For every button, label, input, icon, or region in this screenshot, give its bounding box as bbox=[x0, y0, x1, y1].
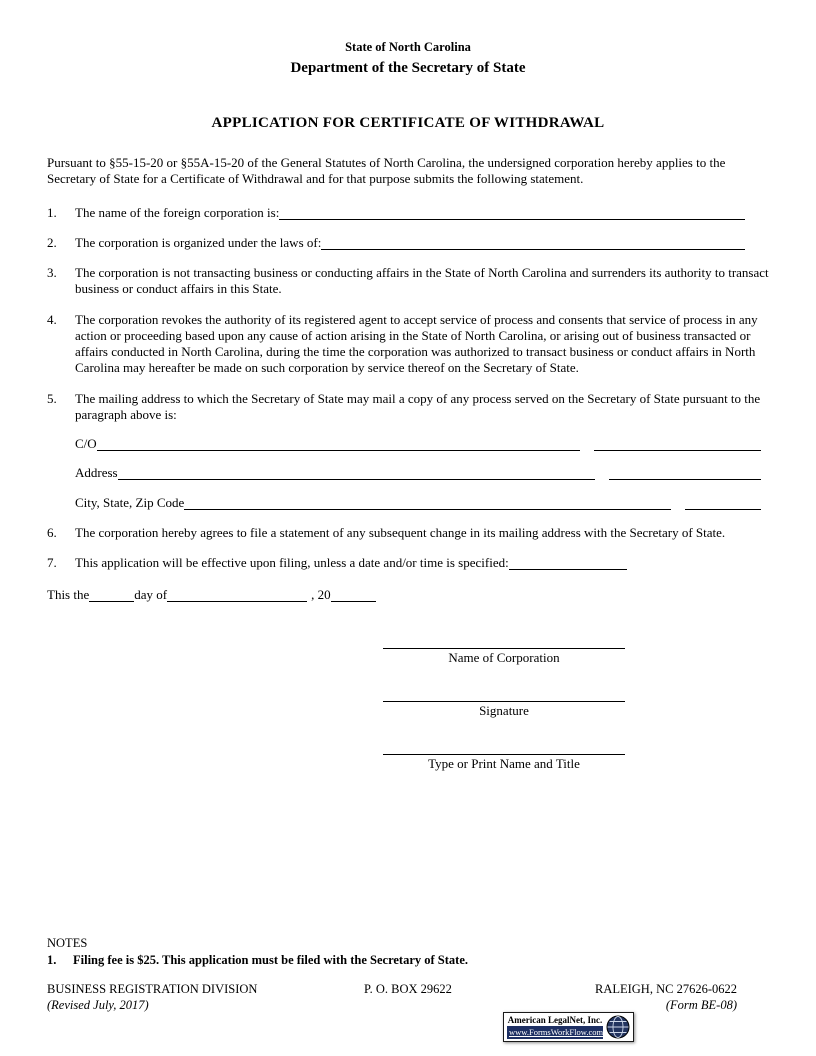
header-state-line: State of North Carolina bbox=[345, 40, 471, 54]
item-2 bbox=[47, 235, 769, 251]
document-header bbox=[47, 40, 769, 77]
address-field[interactable] bbox=[118, 468, 595, 480]
legalnet-badge-text bbox=[507, 1015, 603, 1039]
item-2-text: The corporation is organized under the laws of: bbox=[75, 234, 322, 250]
item-3-text: The corporation is not transacting business or conducting affairs in the State of North Carolina and surrenders its authority to transact business or conduct affairs in this State. bbox=[75, 265, 769, 297]
item-5-text: The mailing address to which the Secretary of State may mail a copy of any process served on the Secretary of State pursuant to the paragraph above is: bbox=[75, 390, 761, 422]
item-1-text: The name of the foreign corporation is: bbox=[75, 204, 280, 220]
signature-label: Signature bbox=[479, 702, 529, 718]
item-3-number: 3. bbox=[47, 265, 57, 281]
item-4-number: 4. bbox=[47, 311, 57, 327]
footer-po-box: P. O. BOX 29622 bbox=[364, 982, 452, 997]
address-label: Address bbox=[75, 465, 118, 481]
city-state-zip-field[interactable] bbox=[184, 498, 671, 510]
footer-form-number: (Form BE-08) bbox=[665, 997, 737, 1012]
execution-date-line bbox=[47, 587, 769, 603]
header-department-line: Department of the Secretary of State bbox=[290, 59, 526, 76]
item-7-number: 7. bbox=[47, 555, 57, 571]
item-4-text: The corporation revokes the authority of its registered agent to accept service of process and consents that service of process in any action or proceeding based upon any cause of action arising in the State of North Carolina, or arising out of business transacted or affairs conducted in North Carolina, during the time the corporation was authorized to transact business or conduct affairs in North Carolina may hereafter be made on such corporation by service thereof on the Secretary of State. bbox=[75, 311, 758, 376]
form-title: APPLICATION FOR CERTIFICATE OF WITHDRAWAL bbox=[211, 115, 605, 132]
address-field-2[interactable] bbox=[609, 468, 761, 480]
corporation-name-field[interactable] bbox=[279, 208, 745, 220]
item-7 bbox=[47, 555, 769, 571]
page-bottom-section bbox=[47, 936, 769, 1014]
footer-revised-date: (Revised July, 2017) bbox=[47, 997, 149, 1012]
signature-block bbox=[383, 634, 625, 773]
item-2-number: 2. bbox=[47, 234, 57, 250]
year-field[interactable] bbox=[331, 590, 376, 602]
signature-line[interactable] bbox=[383, 687, 625, 702]
formsworkflow-link[interactable]: www.FormsWorkFlow.com bbox=[509, 1027, 604, 1038]
note-1-text: Filing fee is $25. This application must be filed with the Secretary of State. bbox=[73, 952, 469, 967]
co-label: C/O bbox=[75, 436, 97, 452]
note-1 bbox=[47, 953, 769, 969]
footer-city-zip: RALEIGH, NC 27626-0622 bbox=[594, 982, 737, 997]
co-field[interactable] bbox=[97, 439, 580, 451]
city-state-zip-field-2[interactable] bbox=[685, 498, 761, 510]
day-of-label: day of bbox=[134, 587, 168, 603]
note-1-number: 1. bbox=[47, 952, 57, 967]
item-7-text: This application will be effective upon filing, unless a date and/or time is specified: bbox=[75, 555, 509, 571]
footer-address-row bbox=[47, 982, 769, 998]
year-prefix: , 20 bbox=[311, 587, 331, 603]
numbered-items bbox=[47, 205, 769, 572]
legalnet-badge bbox=[503, 1012, 634, 1042]
footer-division: BUSINESS REGISTRATION DIVISION bbox=[47, 982, 258, 997]
printed-name-line[interactable] bbox=[383, 740, 625, 755]
globe-icon bbox=[606, 1015, 630, 1039]
mailing-co-row bbox=[75, 436, 769, 452]
effective-date-field[interactable] bbox=[509, 558, 627, 570]
notes-heading: NOTES bbox=[47, 936, 88, 950]
intro-paragraph: Pursuant to §55-15-20 or §55A-15-20 of the General Statutes of North Carolina, the undersigned corporation hereby applies to the Secretary of State for a Certificate of Withdrawal and for that purpose submits the following statement. bbox=[47, 155, 726, 187]
item-6 bbox=[47, 525, 769, 541]
legalnet-company-name: American LegalNet, Inc. bbox=[507, 1015, 603, 1026]
printed-name-label: Type or Print Name and Title bbox=[428, 756, 580, 772]
mailing-city-row bbox=[75, 495, 769, 511]
date-prefix: This the bbox=[47, 587, 90, 603]
item-6-text: The corporation hereby agrees to file a statement of any subsequent change in its mailing address with the Secretary of State. bbox=[75, 524, 726, 540]
item-1 bbox=[47, 205, 769, 221]
item-5-number: 5. bbox=[47, 390, 57, 406]
corporation-name-signature-line[interactable] bbox=[383, 634, 625, 649]
corporation-name-label: Name of Corporation bbox=[448, 649, 560, 665]
item-1-number: 1. bbox=[47, 204, 57, 220]
day-field[interactable] bbox=[89, 590, 134, 602]
month-field[interactable] bbox=[167, 590, 307, 602]
mailing-address-row bbox=[75, 465, 769, 481]
city-state-zip-label: City, State, Zip Code bbox=[75, 494, 185, 510]
laws-of-state-field[interactable] bbox=[321, 238, 745, 250]
item-4 bbox=[47, 312, 769, 377]
footer-revision-row bbox=[47, 998, 769, 1014]
item-3 bbox=[47, 265, 769, 298]
item-6-number: 6. bbox=[47, 524, 57, 540]
co-field-2[interactable] bbox=[594, 439, 761, 451]
item-5 bbox=[47, 391, 769, 511]
